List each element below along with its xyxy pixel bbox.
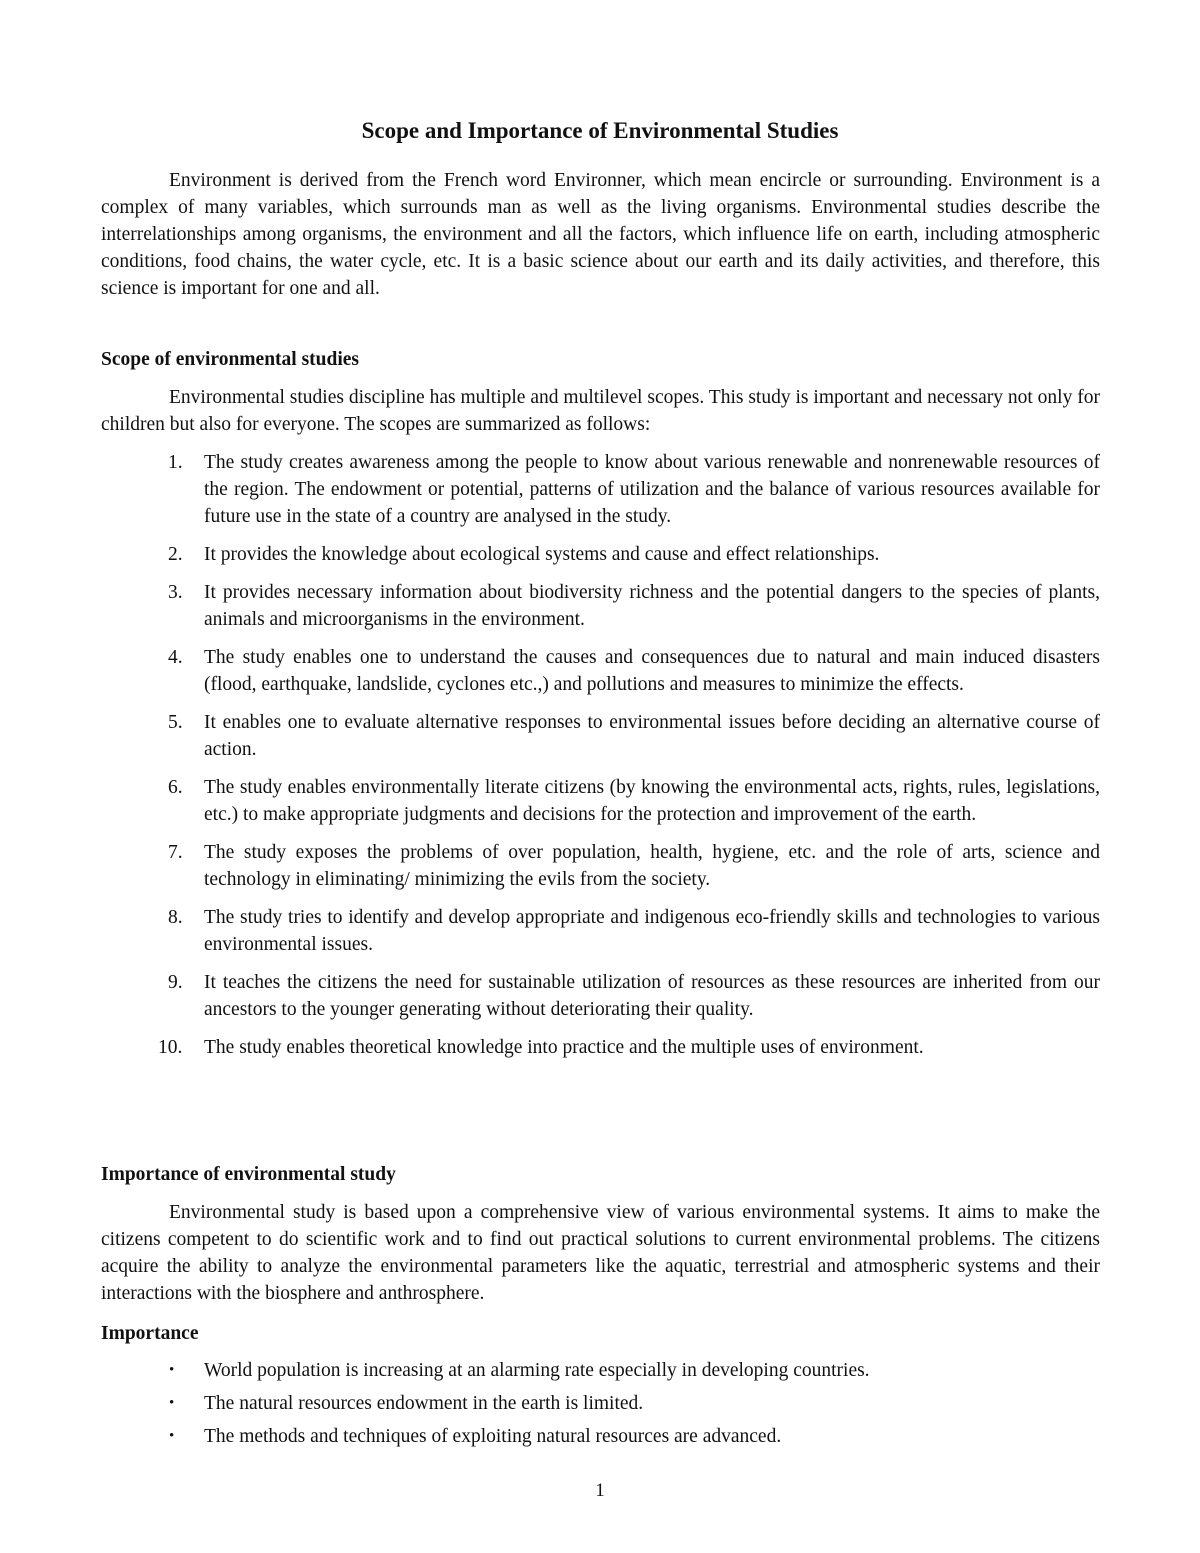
scope-intro-paragraph: Environmental studies discipline has multiple and multilevel scopes. This study is important and necessary not only for children but also for everyone. The scopes are summarized as follows: [101,387,1100,435]
list-item-text: The study enables one to understand the causes and consequences due to natural and main induced disasters (flood, earthquake, landslide, cyclones etc.,) and pollutions and measures to minimize the effects. [204,647,1100,695]
scope-list [101,449,1100,1061]
list-item-text: It provides the knowledge about ecological systems and cause and effect relationships. [204,544,880,565]
list-number: 1. [168,452,183,473]
importance-study-heading: Importance of environmental study [101,1164,396,1185]
list-number: 3. [168,582,183,603]
list-item-text: The study enables theoretical knowledge into practice and the multiple uses of environment. [204,1037,924,1058]
intro-section [101,167,1100,302]
scope-list-item [101,839,1100,893]
list-item-text: It provides necessary information about biodiversity richness and the potential dangers to the species of plants, animals and microorganisms in the environment. [204,582,1100,630]
list-item-text: The study exposes the problems of over population, health, hygiene, etc. and the role of arts, science and technology in eliminating/ minimizing the evils from the society. [204,842,1100,890]
page-number: 1 [595,1480,605,1501]
importance-section [101,1320,1100,1456]
importance-list [101,1357,1100,1450]
scope-heading: Scope of environmental studies [101,349,360,370]
scope-list-item [101,904,1100,958]
list-item-text: The study enables environmentally literate citizens (by knowing the environmental acts, rights, rules, legislations, etc.) to make appropriate judgments and decisions for the protection and improvement of the earth. [204,777,1100,825]
importance-study-section [101,1161,1100,1307]
scope-list-item [101,644,1100,698]
importance-list-item [101,1357,1100,1384]
scope-list-item [101,449,1100,530]
importance-heading: Importance [101,1323,199,1344]
list-item-text: The study tries to identify and develop appropriate and indigenous eco-friendly skills and technologies to various environmental issues. [204,907,1100,955]
scope-list-item [101,969,1100,1023]
importance-list-item [101,1390,1100,1417]
bullet-icon: • [169,1362,175,1378]
page-title: Scope and Importance of Environmental Studies [361,118,839,143]
list-item-text: It teaches the citizens the need for sustainable utilization of resources as these resources are inherited from our ancestors to the younger generating without deteriorating their quality. [204,972,1100,1020]
list-item-text: It enables one to evaluate alternative responses to environmental issues before deciding an alternative course of action. [204,712,1100,760]
scope-section [101,346,1100,1072]
list-number: 7. [168,842,183,863]
importance-list-item [101,1423,1100,1450]
list-number: 10. [158,1037,183,1058]
intro-paragraph: Environment is derived from the French word Environner, which mean encircle or surrounding. Environment is a complex of many variables, which surrounds man as well as the living organisms. Environmental studies describe the interrelationships among organisms, the environment and all the factors, which influence life on earth, including atmospheric conditions, food chains, the water cycle, etc. It is a basic science about our earth and its daily activities, and therefore, this science is important for one and all. [101,170,1100,299]
list-number: 9. [168,972,183,993]
scope-list-item [101,541,1100,568]
bullet-icon: • [169,1395,175,1411]
list-number: 5. [168,712,183,733]
list-number: 2. [168,544,183,565]
list-item-text: The study creates awareness among the people to know about various renewable and nonrenewable resources of the region. The endowment or potential, patterns of utilization and the balance of various resources available for future use in the state of a country are analysed in the study. [204,452,1100,527]
list-item-text: World population is increasing at an alarming rate especially in developing countries. [204,1360,870,1381]
scope-list-item [101,579,1100,633]
list-number: 4. [168,647,183,668]
scope-list-item [101,1034,1100,1061]
list-item-text: The methods and techniques of exploiting natural resources are advanced. [204,1426,782,1447]
bullet-icon: • [169,1428,175,1444]
list-item-text: The natural resources endowment in the earth is limited. [204,1393,644,1414]
list-number: 8. [168,907,183,928]
scope-list-item [101,709,1100,763]
list-number: 6. [168,777,183,798]
importance-study-paragraph: Environmental study is based upon a comprehensive view of various environmental systems. It aims to make the citizens competent to do scientific work and to find out practical solutions to current environmental problems. The citizens acquire the ability to analyze the environmental parameters like the aquatic, terrestrial and atmospheric systems and their interactions with the biosphere and anthrosphere. [101,1202,1100,1304]
scope-list-item [101,774,1100,828]
